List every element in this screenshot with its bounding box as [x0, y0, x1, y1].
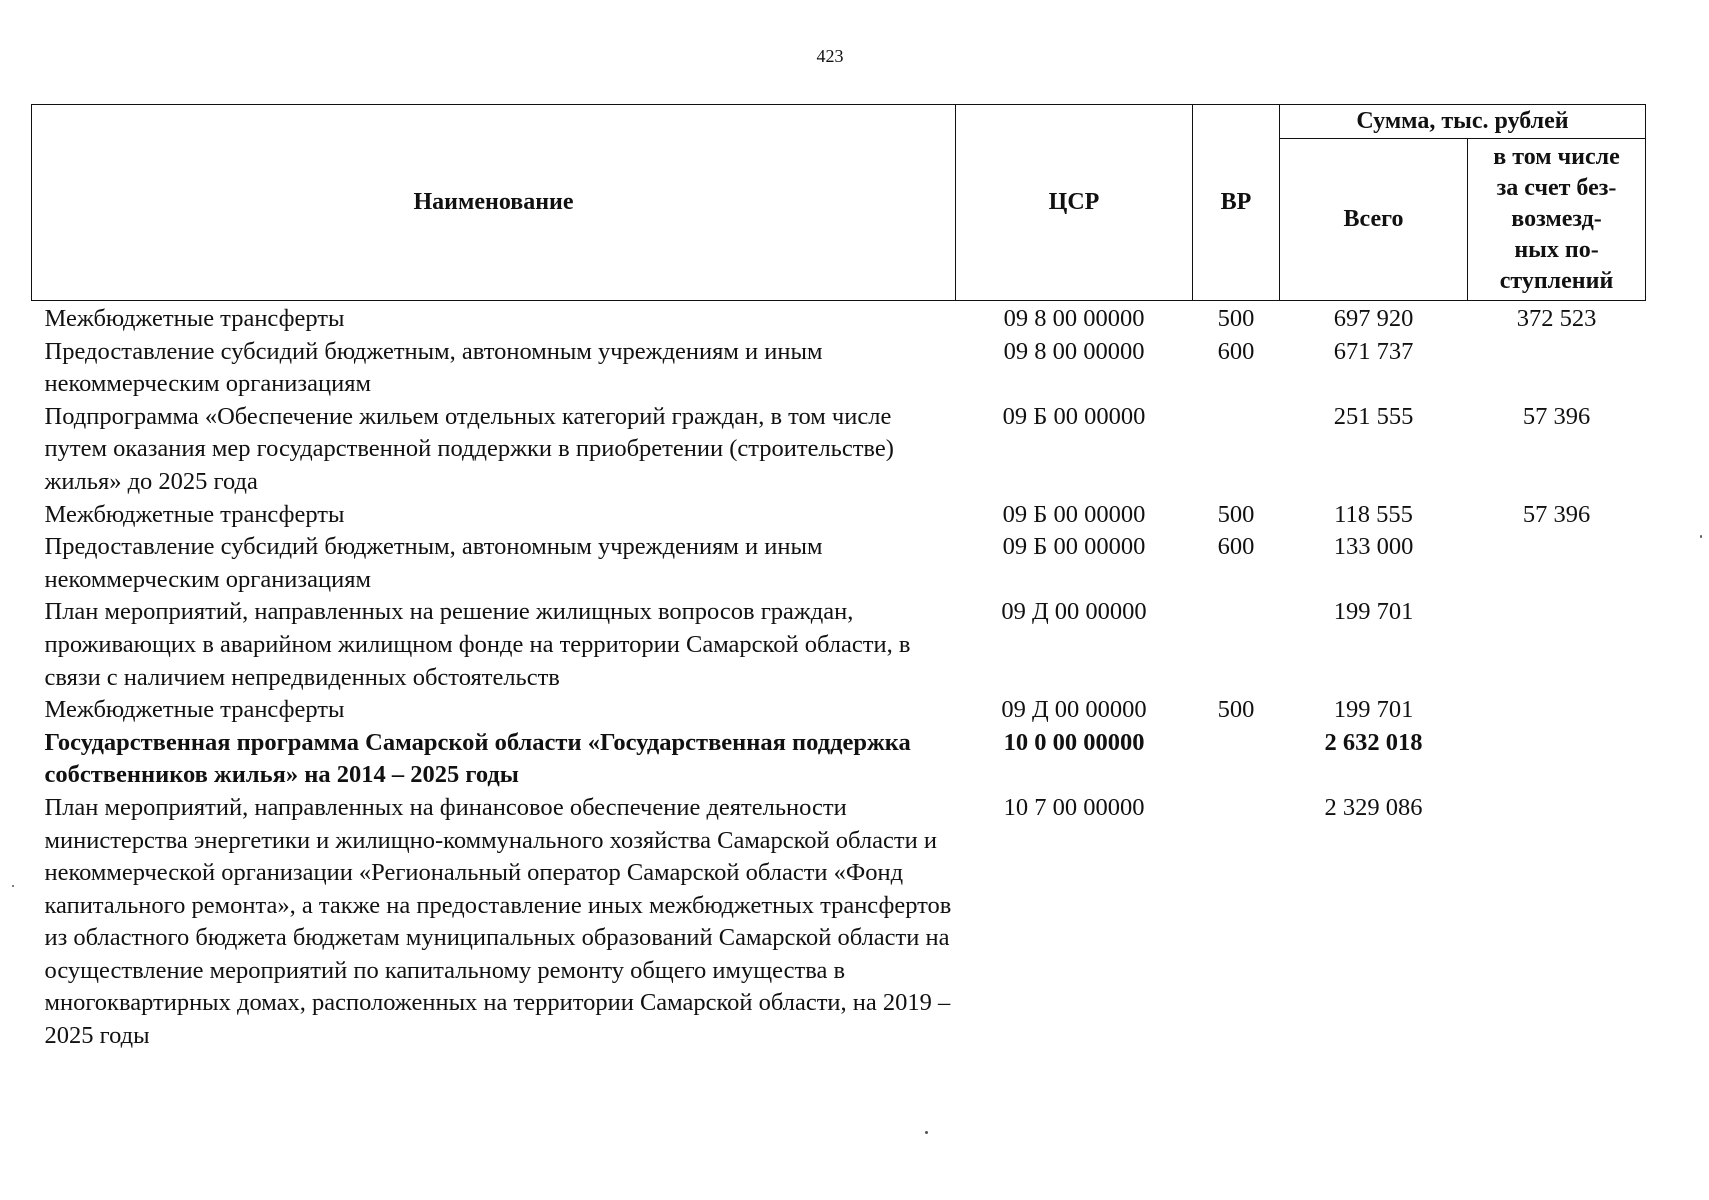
row-total: 118 555 [1334, 500, 1413, 528]
row-vr [1193, 727, 1280, 792]
row-total: 2 632 018 [1324, 728, 1423, 756]
header-grants-line: ступлений [1499, 268, 1614, 294]
row-vr: 500 [1217, 500, 1255, 528]
row-name: Межбюджетные трансферты [44, 500, 345, 528]
header-name: Наименование [32, 105, 956, 301]
scan-speck [12, 885, 14, 887]
header-grants-line: ных по- [1514, 237, 1599, 263]
header-csr: ЦСР [956, 105, 1193, 301]
table-row [32, 727, 1646, 792]
row-grants [1468, 694, 1646, 727]
row-csr: 09 8 00 00000 [1003, 305, 1145, 332]
row-total: 133 000 [1333, 533, 1414, 561]
row-grants: 57 396 [1522, 500, 1591, 528]
header-grants-line: возмезд- [1511, 206, 1602, 232]
header-sum-group: Сумма, тыс. рублей [1280, 105, 1646, 139]
table-row [32, 401, 1646, 499]
row-csr: 10 7 00 00000 [1003, 793, 1145, 821]
row-vr: 500 [1217, 696, 1255, 724]
table-row [32, 531, 1646, 596]
row-grants [1468, 336, 1646, 401]
row-grants [1468, 792, 1646, 1053]
row-total: 671 737 [1333, 337, 1414, 365]
row-total: 697 920 [1333, 305, 1414, 332]
table-row [32, 336, 1646, 401]
row-grants [1468, 531, 1646, 596]
row-name: План мероприятий, направленных на финансовое обеспечение деятельности министерства энергетики и жилищно-коммунального хозяйства Самарской области и некоммерческой организации «Региональный оператор Самарской области «Фонд капитального ремонта», а также на предоставление иных межбюджетных трансфертов из областного бюджета бюджетам муниципальных образований Самарской области на осуществление мероприятий по капитальному ремонту общего имущества в многоквартирных домах, расположенных на территории Самарской области, на 2019 – 2025 годы [44, 793, 952, 1050]
header-total: Всего [1280, 139, 1468, 301]
row-name: Межбюджетные трансферты [44, 305, 345, 332]
table-row [32, 499, 1646, 532]
row-total: 251 555 [1333, 402, 1414, 430]
row-vr [1193, 401, 1280, 499]
scan-speck [925, 1131, 928, 1134]
row-total: 199 701 [1333, 598, 1414, 626]
row-vr [1193, 792, 1280, 1053]
header-grants-line: в том числе [1493, 144, 1620, 170]
row-csr: 09 Б 00 00000 [1002, 533, 1146, 561]
row-name: Предоставление субсидий бюджетным, автономным учреждениям и иным некоммерческим организациям [44, 337, 823, 398]
row-csr: 09 Д 00 00000 [1001, 598, 1147, 626]
row-vr: 600 [1217, 533, 1255, 561]
budget-table [31, 104, 1646, 1053]
row-grants: 372 523 [1516, 305, 1597, 332]
row-name: Подпрограмма «Обеспечение жильем отдельных категорий граждан, в том числе путем оказания мер государственной поддержки в приобретении (строительстве) жилья» до 2025 года [44, 402, 894, 495]
table-row [32, 694, 1646, 727]
row-total: 199 701 [1333, 696, 1414, 724]
row-csr: 09 Б 00 00000 [1002, 500, 1146, 528]
row-grants [1468, 596, 1646, 694]
row-csr: 10 0 00 00000 [1003, 728, 1145, 756]
header-grants-line: за счет без- [1496, 175, 1617, 201]
row-name: Предоставление субсидий бюджетным, автономным учреждениям и иным некоммерческим организациям [44, 533, 823, 593]
table-row [32, 792, 1646, 1053]
header-vr: ВР [1193, 105, 1280, 301]
page-number: 423 [816, 46, 844, 66]
table-row [32, 301, 1646, 336]
table-row [32, 596, 1646, 694]
row-name: Государственная программа Самарской области «Государственная поддержка собственников жилья» на 2014 – 2025 годы [44, 728, 911, 789]
row-csr: 09 Б 00 00000 [1002, 402, 1146, 430]
row-vr: 600 [1217, 337, 1255, 365]
header-grants [1468, 139, 1646, 301]
row-csr: 09 8 00 00000 [1003, 337, 1145, 365]
row-vr [1193, 596, 1280, 694]
row-total: 2 329 086 [1324, 793, 1423, 821]
row-grants [1468, 727, 1646, 792]
row-csr: 09 Д 00 00000 [1001, 696, 1147, 724]
row-vr: 500 [1217, 305, 1255, 332]
row-grants: 57 396 [1522, 402, 1591, 430]
scan-speck [1700, 535, 1702, 538]
row-name: Межбюджетные трансферты [44, 696, 345, 724]
row-name: План мероприятий, направленных на решение жилищных вопросов граждан, проживающих в аварийном жилищном фонде на территории Самарской области, в связи с наличием непредвиденных обстоятельств [44, 598, 911, 691]
table-header [32, 105, 1646, 301]
table-body [32, 301, 1646, 1053]
